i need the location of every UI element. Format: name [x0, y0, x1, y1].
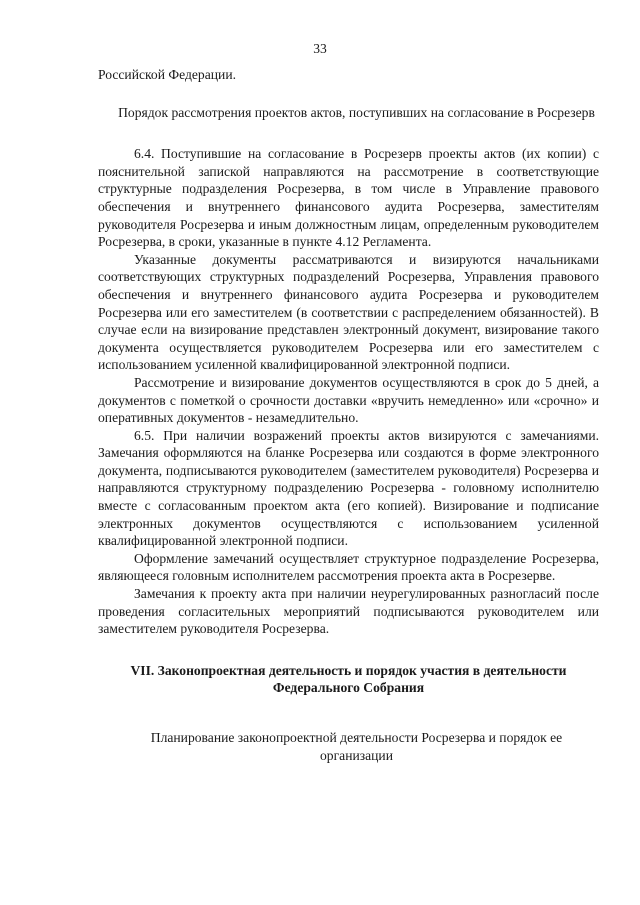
paragraph-remarks-format: Оформление замечаний осуществляет структурное подразделение Росрезерва, являющееся головным исполнителем рассмотрения проекта акта в Росрезерве. [98, 550, 599, 584]
paragraph-6-5: 6.5. При наличии возражений проекты актов визируются с замечаниями. Замечания оформляются на бланке Росрезерва или создаются в форме электронного документа, подписываются руководителем (заместителем руководителя) Росрезерва и направляются структурному подразделению Росрезерва - головному исполнителю вместе с согласованным проектом акта (его копией). Визирование и подписание электронных документов осуществляются с использованием усиленной квалифицированной электронной подписи. [98, 427, 599, 549]
chapter-subheading: Планирование законопроектной деятельности Росрезерва и порядок ее организации [150, 730, 563, 763]
page-content [98, 66, 599, 764]
paragraph-remarks-sign: Замечания к проекту акта при наличии неурегулированных разногласий после проведения согласительных мероприятий подписываются руководителем или заместителем руководителя Росрезерва. [98, 586, 599, 637]
paragraph-review-term: Рассмотрение и визирование документов осуществляются в срок до 5 дней, а документов с пометкой о срочности доставки «вручить немедленно» или «срочно» и оперативных документов - незамедлительно. [98, 374, 599, 426]
page-number: 33 [313, 41, 327, 56]
lead-line: Российской Федерации. [98, 67, 236, 82]
paragraph-6-4: 6.4. Поступившие на согласование в Росрезерв проекты актов (их копии) с пояснительной запиской направляются на рассмотрение в соответствующие структурные подразделения Росрезерва, в том числе в Управление правового обеспечения и внутреннего финансового аудита Росрезерва, заместителям руководителя Росрезерва и иным должностным лицам, определенным руководителем Росрезерва, в сроки, указанные в пункте 4.12 Регламента. [98, 146, 599, 250]
paragraph-review-visa: Указанные документы рассматриваются и визируются начальниками соответствующих структурных подразделений Росрезерва, Управления правового обеспечения и внутреннего финансового аудита Росрезерва и руководителем Росрезерва или его заместителем (в соответствии с распределением обязанностей). В случае если на визирование представлен электронный документ, визирование такого документа осуществляется руководителем Росрезерва или его заместителем с использованием усиленной квалифицированной электронной подписи. [98, 251, 599, 373]
subsection-heading: Порядок рассмотрения проектов актов, поступивших на согласование в Росрезерв [118, 104, 595, 120]
chapter-heading: VII. Законопроектная деятельность и порядок участия в деятельности Федерального Собрания [130, 662, 567, 696]
